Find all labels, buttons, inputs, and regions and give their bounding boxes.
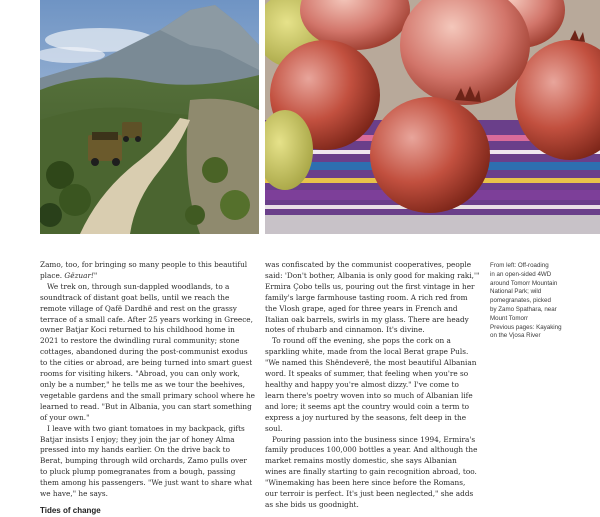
paragraph — [40, 260, 255, 282]
offroad-photo-illustration — [40, 0, 259, 234]
section-heading: Tides of change — [40, 505, 101, 515]
pomegranates-photo — [265, 0, 600, 234]
paragraph: was confiscated by the communist cooperatives, people said: 'Don't bother, Albania is only good for making raki,'" Ermira Çobo tells us, pouring out the first vintage in her family's large farmhouse tasting room. A rich red from the Vlosh grape, aged for three years in French and Italian oak barrels, swirls in my glass. There are heady notes of rhubarb and cinnamon. It's divine. — [265, 260, 480, 335]
closing-quote: " — [93, 270, 98, 280]
pomegranates-photo-illustration — [265, 0, 600, 234]
caption-line: on the Vjosa River — [490, 332, 541, 340]
paragraph: I leave with two giant tomatoes in my backpack, gifts Batjar insists I enjoy; they join the jar of honey Alma pressed into my hands earlier. On the drive back to Berat, bumping through wild orchards, Zamo pulls over to pluck plump pomegranates from a bough, passing them among his passengers. "We just want to share what we have," he says. — [40, 423, 253, 499]
paragraph: Pouring passion into the business since 1994, Ermira's family produces 100,000 bottles a year. And although the market remains mostly domestic, she says Albanian wines are finally starting to gain recognition abroad, too. "Winemaking has been here since before the Romans, our terroir is perfect. It's just been neglected," she adds as she bids us goodnight. — [265, 434, 478, 509]
caption-line: From left: Off-roading — [490, 262, 549, 269]
caption-line: Mount Tomorr — [490, 314, 529, 322]
paragraph: We trek on, through sun-dappled woodlands, to a soundtrack of distant goat bells, until we reach the remote village of Qafë Dardhë and rest on the grassy terrace of a small cafe. After 25 years working in Greece, owner Batjar Koci returned to his childhood home in 2021 to restore the dwindling rural community; stone cottages, abandoned during the post-communist exodus to the cities or abroad, are being turned into smart guest rooms for visiting hikers. "Abroad, you can only work, only be a number," he tells me as we tour the beehives, vegetable gardens and the small primary school where he learned to read. "But in Albania, you can start something of your own." — [40, 281, 255, 422]
photo-caption — [490, 262, 595, 341]
article-column-1 — [40, 260, 255, 517]
toast-word: Gëzuar! — [64, 270, 94, 280]
paragraph-text: Zamo, too, for bringing so many people to this beautiful place. — [40, 260, 248, 280]
caption-line: around Tomorr Mountain — [490, 279, 558, 287]
caption-line: Previous pages: Kayaking — [490, 323, 562, 331]
article-column-2 — [265, 260, 480, 511]
caption-line: pomegranates, picked — [490, 297, 551, 305]
vehicle-front — [88, 132, 122, 166]
caption-line: by Zamo Spathara, near — [490, 305, 557, 313]
paragraph: To round off the evening, she pops the cork on a sparkling white, made from the local Berat grape Puls. "We named this Shëndeverë, the most beautiful Albanian word. It speaks of summer, that feeling when you're so healthy and happy you're almost dizzy." I've come to learn there's poetry woven into so much of Albanian life and lore; it seems apt the country would coin a term to express a joy nurtured by the seasons, felt deep in the soul. — [265, 336, 477, 433]
caption-line: National Park; wild — [490, 288, 542, 296]
offroad-photo — [40, 0, 259, 234]
caption-line: in an open-sided 4WD — [490, 270, 552, 278]
